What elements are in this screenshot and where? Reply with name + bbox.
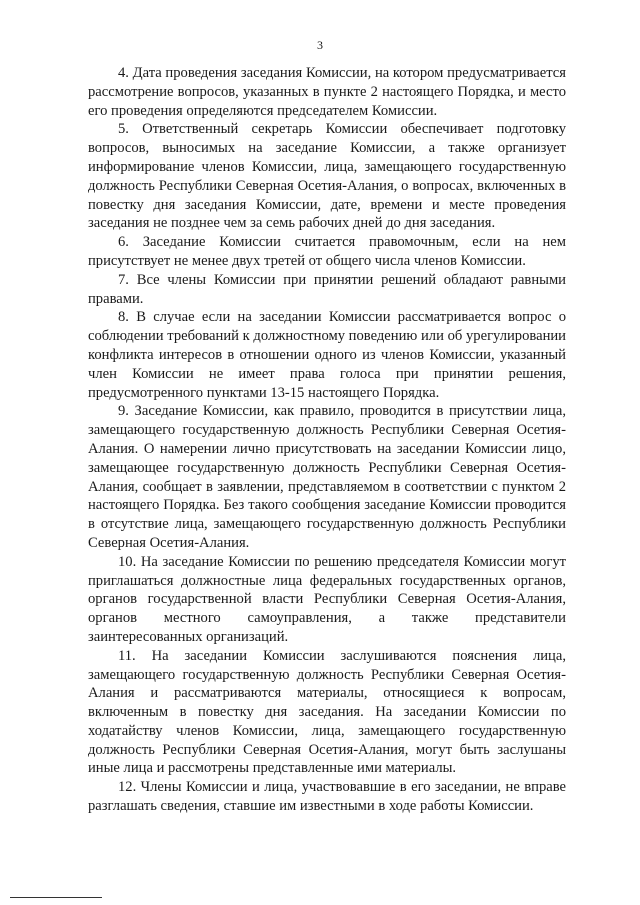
paragraph-6: 6. Заседание Комиссии считается правомочным, если на нем присутствует не менее двух третей от общего числа членов Комиссии. — [88, 234, 566, 269]
footnote-separator — [10, 897, 102, 898]
paragraph-4: 4. Дата проведения заседания Комиссии, на котором предусматривается рассмотрение вопросов, указанных в пункте 2 настоящего Порядка, и место его проведения определяются председателем Комиссии. — [88, 65, 566, 119]
paragraph-7: 7. Все члены Комиссии при принятии решений обладают равными правами. — [88, 271, 566, 307]
paragraph-10: 10. На заседание Комиссии по решению председателя Комиссии могут приглашаться должностные лица федеральных государственных органов, органов государственной власти Республики Северная Осетия-Алания, органов местного самоуправления, а также представители заинтересованных организаций. — [88, 553, 566, 645]
paragraph-9: 9. Заседание Комиссии, как правило, проводится в присутствии лица, замещающего государственную должность Республики Северная Осетия-Алания. О намерении лично присутствовать на заседании Комиссии лицо, замещающее государственную должность Республики Северная Осетия-Алания, сообщает в заявлении, представляемом в соответствии с пунктом 2 настоящего Порядка. Без такого сообщения заседание Комиссии проводится в отсутствие лица, замещающего государственную должность Республики Северная Осетия-Алания. — [88, 403, 566, 551]
paragraph-12: 12. Члены Комиссии и лица, участвовавшие в его заседании, не вправе разглашать сведения, ставшие им известными в ходе работы Комиссии. — [88, 779, 566, 815]
document-body — [88, 64, 566, 816]
paragraph-5: 5. Ответственный секретарь Комиссии обеспечивает подготовку вопросов, выносимых на заседание Комиссии, а также организует информирование членов Комиссии, лица, замещающего государственную должность Республики Северная Осетия-Алания, о вопросах, включенных в повестку дня заседания Комиссии, дате, времени и месте проведения заседания не позднее чем за семь рабочих дней до дня заседания. — [88, 121, 566, 232]
paragraph-11: 11. На заседании Комиссии заслушиваются пояснения лица, замещающего государственную должность Республики Северная Осетия-Алания и рассматриваются материалы, относящиеся к вопросам, включенным в повестку дня заседания. На заседании Комиссии по ходатайству членов Комиссии, лица, замещающего государственную должность Республики Северная Осетия-Алания, могут быть заслушаны иные лица и рассмотрены представленные ими материалы. — [88, 647, 566, 777]
paragraph-8: 8. В случае если на заседании Комиссии рассматривается вопрос о соблюдении требований к должностному поведению или об урегулировании конфликта интересов в отношении одного из членов Комиссии, указанный член Комиссии не имеет права голоса при принятии решения, предусмотренного пунктами 13-15 настоящего Порядка. — [88, 309, 566, 401]
page-number: 3 — [317, 38, 323, 52]
